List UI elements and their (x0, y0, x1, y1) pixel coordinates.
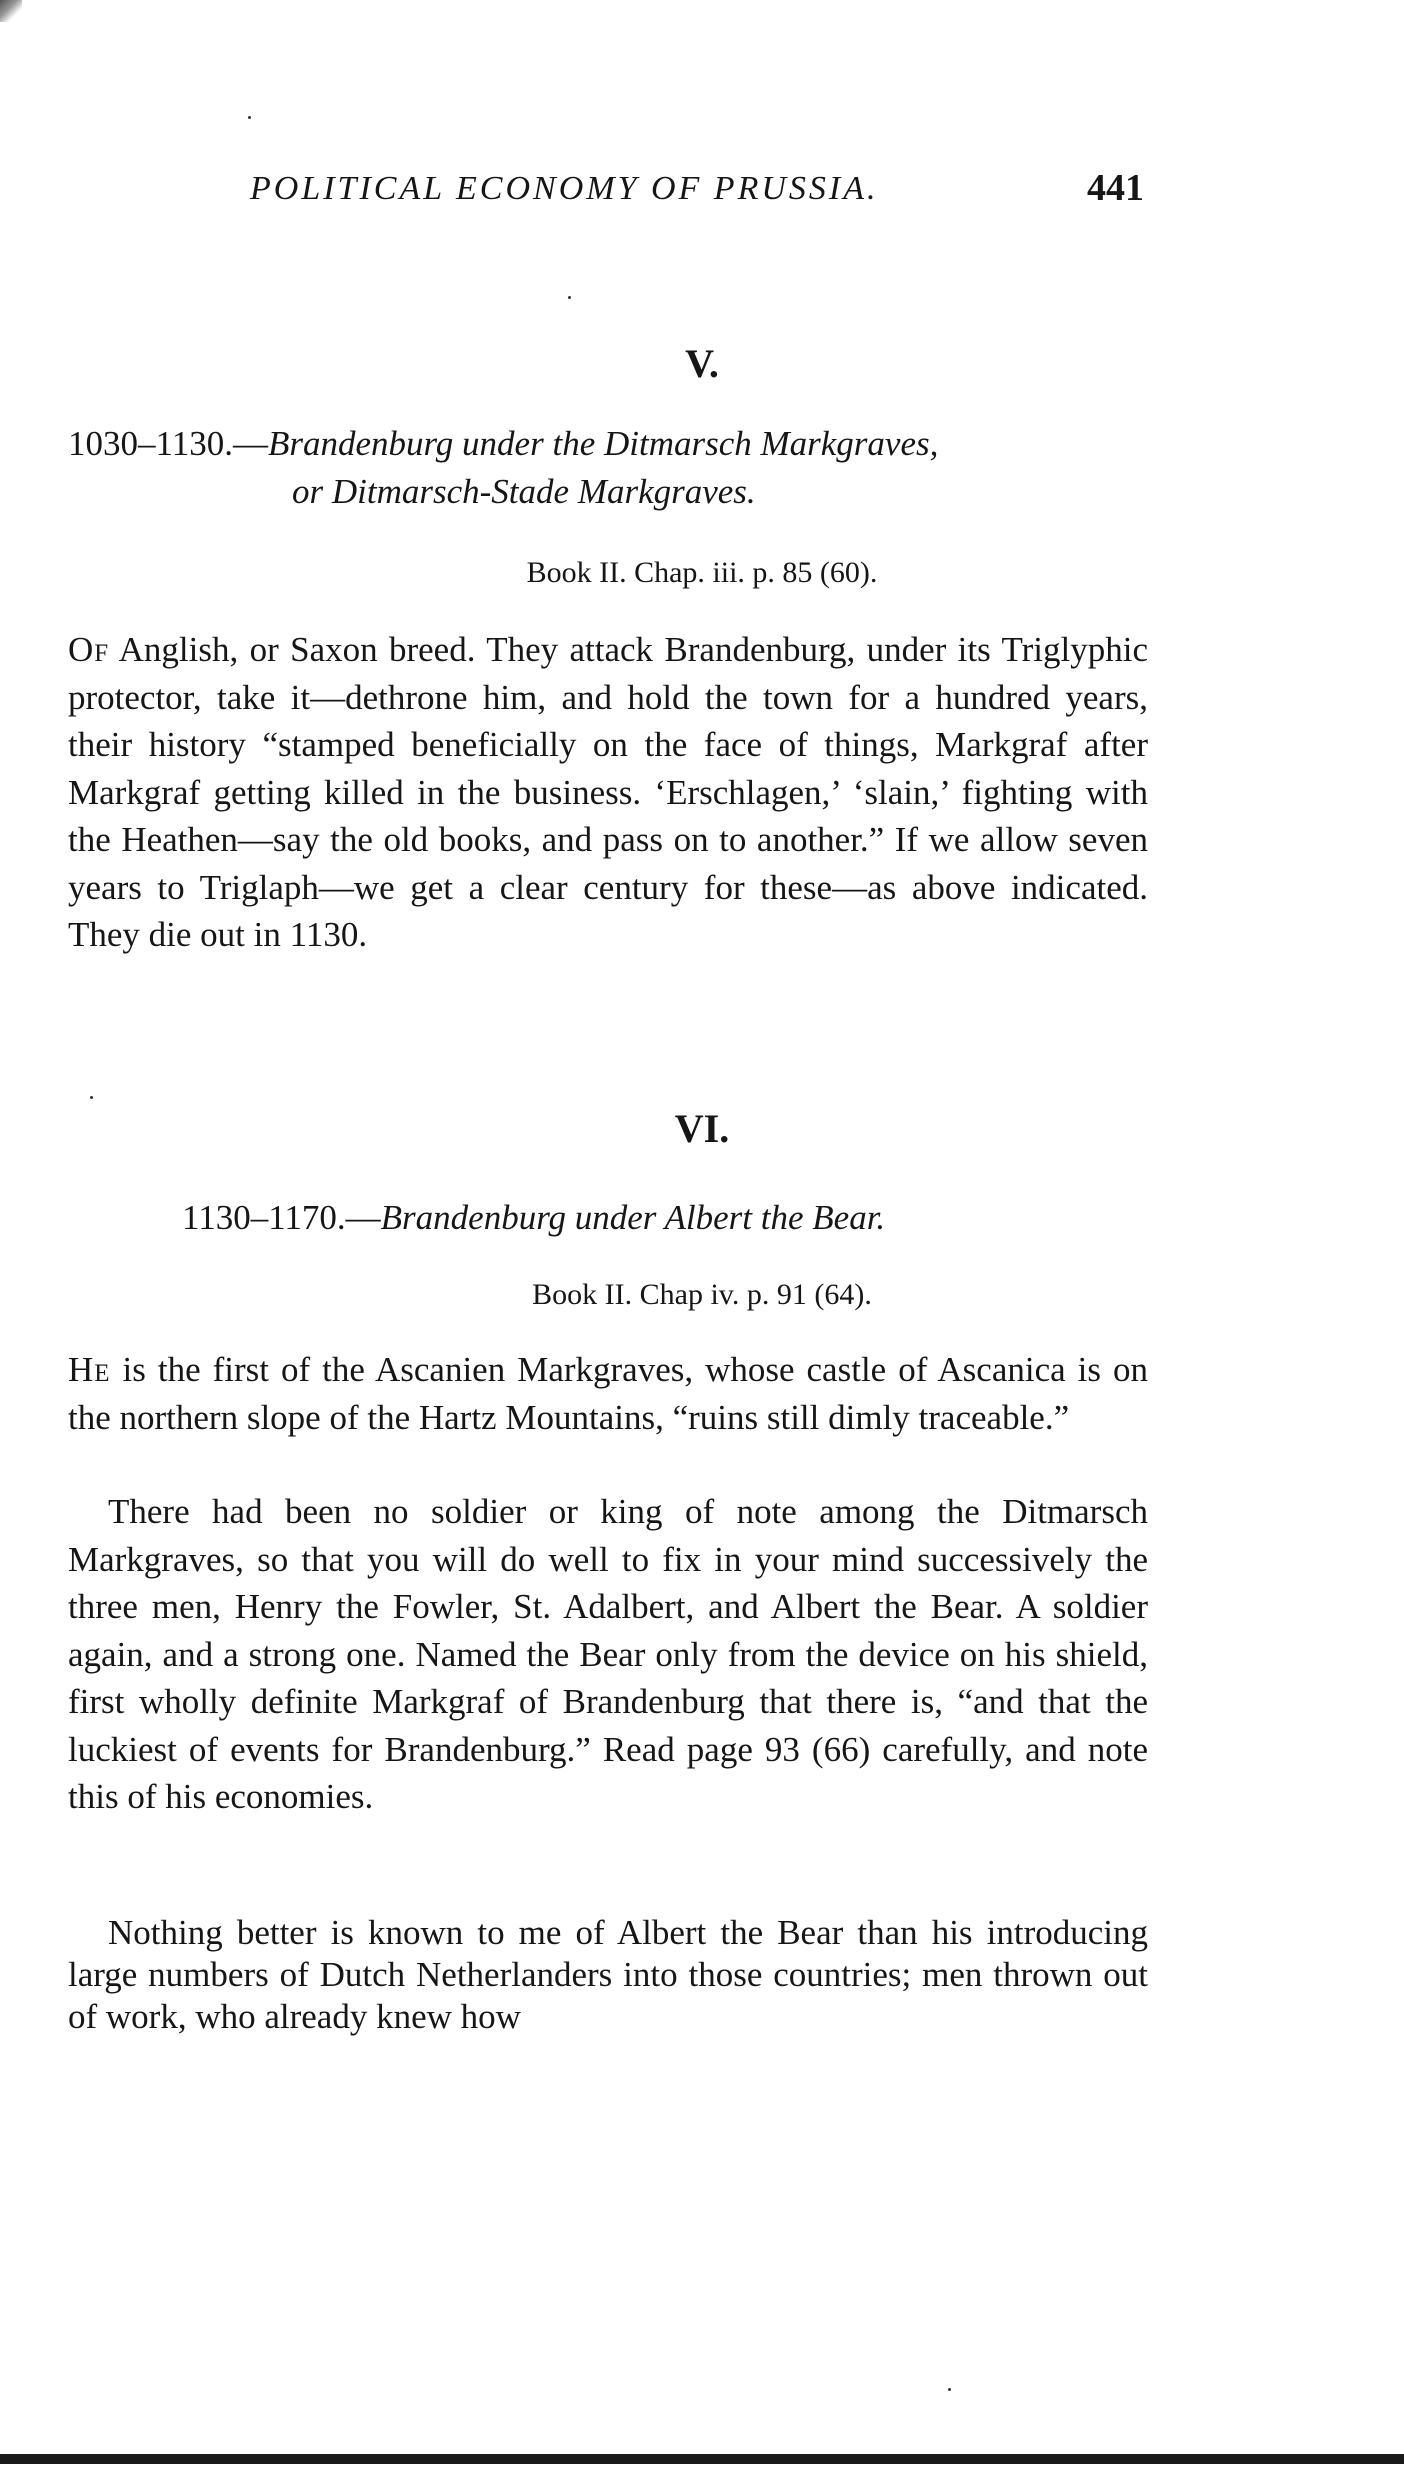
section-v-numeral: V. (685, 341, 719, 386)
running-head (250, 167, 1150, 220)
section-v-title-line1: Brandenburg under the Ditmarsch Markgraves, (267, 424, 939, 463)
section-v-title-line2: or Ditmarsch-Stade Markgraves. (292, 472, 756, 511)
ink-speck (90, 1096, 93, 1099)
ink-speck (248, 116, 251, 119)
page-corner-mark (0, 0, 22, 22)
ink-speck (568, 296, 571, 299)
section-vi-reference: Book II. Chap iv. p. 91 (64). (532, 1278, 872, 1311)
section-vi-date: 1130–1170.— (182, 1198, 381, 1237)
section-vi-title: Brandenburg under Albert the Bear. (380, 1198, 886, 1237)
section-vi-numeral: VI. (674, 1106, 730, 1151)
section-v-body: Anglish, or Saxon breed. They attack Brandenburg, under its Triglyphic protector, take it—dethrone him, and hold the town for a hundred years, their history “stamped beneficially on the face of things, Markgraf after Markgraf getting killed in the business. ‘Erschlagen,’ ‘slain,’ fighting with the Heathen—say the old books, and pass on to another.” If we allow seven years to Triglaph—we get a clear century for these—as above indicated. They die out in 1130. (68, 630, 1148, 954)
section-vi-para1-text: is the first of the Ascanien Markgraves, whose castle of Ascanica is on the northern slope of the Hartz Mountains, “ruins still dimly traceable.” (68, 1350, 1149, 1437)
section-vi-paragraph-2: There had been no soldier or king of note among the Ditmarsch Markgraves, so that you will do well to fix in your mind successively the three men, Henry the Fowler, St. Adalbert, and Albert the Bear. A soldier again, and a strong one. Named the Bear only from the device on his shield, first wholly definite Markgraf of Brandenburg that there is, “and that the luckiest of events for Brandenburg.” Read page 93 (66) carefully, and note this of his economies. (68, 1492, 1148, 1816)
section-v-heading-line1 (68, 420, 938, 468)
section-v-heading-line2 (292, 468, 756, 516)
section-vi-paragraph-1 (68, 1346, 1148, 1441)
section-vi-heading (182, 1194, 885, 1242)
ink-speck (948, 2388, 951, 2391)
page-bottom-edge (0, 2454, 1404, 2464)
section-vi-paragraph-3: Nothing better is known to me of Albert the Bear than his introducing large numbers of Dutch Netherlanders into those countries; men thrown out of work, who already knew how (68, 1913, 1148, 2036)
section-vi-lead-word: He (68, 1350, 111, 1389)
section-v-reference: Book II. Chap. iii. p. 85 (60). (526, 556, 878, 589)
section-v-paragraph (68, 626, 1148, 959)
running-title: POLITICAL ECONOMY OF PRUSSIA. (250, 170, 879, 207)
section-v-date: 1030–1130.— (68, 424, 268, 463)
page-number: 441 (1087, 167, 1144, 209)
section-v-lead-word: Of (68, 630, 110, 669)
